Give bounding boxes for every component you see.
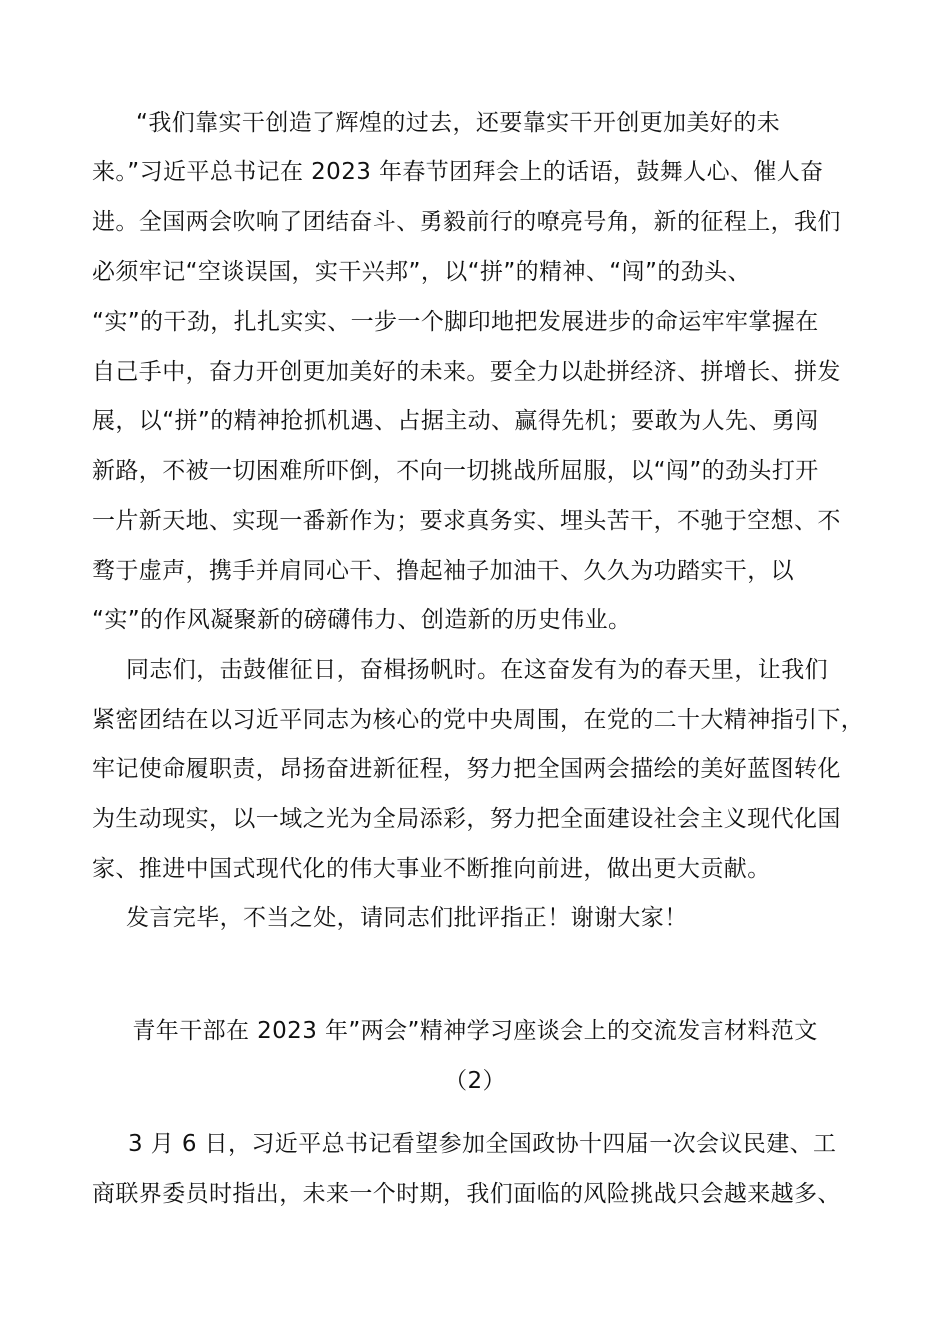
text-line: 展，以“拼”的精神抢抓机遇、占据主动、赢得先机；要敢为人先、勇闯 [92, 408, 819, 434]
text-line: 紧密团结在以习近平同志为核心的党中央周围，在党的二十大精神指引下， [92, 707, 865, 733]
text-line: 家、推进中国式现代化的伟大事业不断推向前进，做出更大贡献。 [92, 856, 771, 882]
text-line: 必须牢记“空谈误国，实干兴邦”，以“拼”的精神、“闯”的劲头、 [92, 259, 751, 285]
section-title-number: （2） [444, 1068, 506, 1094]
text-line: 发言完毕，不当之处，请同志们批评指正！谢谢大家！ [126, 905, 688, 931]
text-line: “我们靠实干创造了辉煌的过去，还要靠实干开创更加美好的未 [136, 110, 781, 136]
text-line: “实”的干劲，扎扎实实、一步一个脚印地把发展进步的命运牢牢掌握在 [92, 309, 819, 335]
text-line: 商联界委员时指出，未来一个时期，我们面临的风险挑战只会越来越多、 [92, 1181, 841, 1207]
text-line: 骛于虚声，携手并肩同心干、撸起袖子加油干、久久为功踏实干，以 [92, 558, 794, 584]
text-line: “实”的作风凝聚新的磅礴伟力、创造新的历史伟业。 [92, 607, 632, 633]
text-line: 3 月 6 日，习近平总书记看望参加全国政协十四届一次会议民建、工 [128, 1131, 837, 1157]
text-line: 自己手中，奋力开创更加美好的未来。要全力以赴拼经济、拼增长、拼发 [92, 359, 841, 385]
text-line: 进。全国两会吹响了团结奋斗、勇毅前行的嘹亮号角，新的征程上，我们 [92, 209, 841, 235]
text-line: 为生动现实，以一域之光为全局添彩，努力把全面建设社会主义现代化国 [92, 806, 841, 832]
text-line: 新路，不被一切困难所吓倒，不向一切挑战所屈服，以“闯”的劲头打开 [92, 458, 819, 484]
text-line: 来。”习近平总书记在 2023 年春节团拜会上的话语，鼓舞人心、催人奋 [92, 159, 824, 185]
text-line: 牢记使命履职责，昂扬奋进新征程，努力把全国两会描绘的美好蓝图转化 [92, 756, 841, 782]
text-line: 一片新天地、实现一番新作为；要求真务实、埋头苦干，不驰于空想、不 [92, 508, 841, 534]
section-title-line: 青年干部在 2023 年”两会”精神学习座谈会上的交流发言材料范文 [132, 1018, 818, 1044]
text-line: 同志们，击鼓催征日，奋楫扬帆时。在这奋发有为的春天里，让我们 [126, 657, 828, 683]
